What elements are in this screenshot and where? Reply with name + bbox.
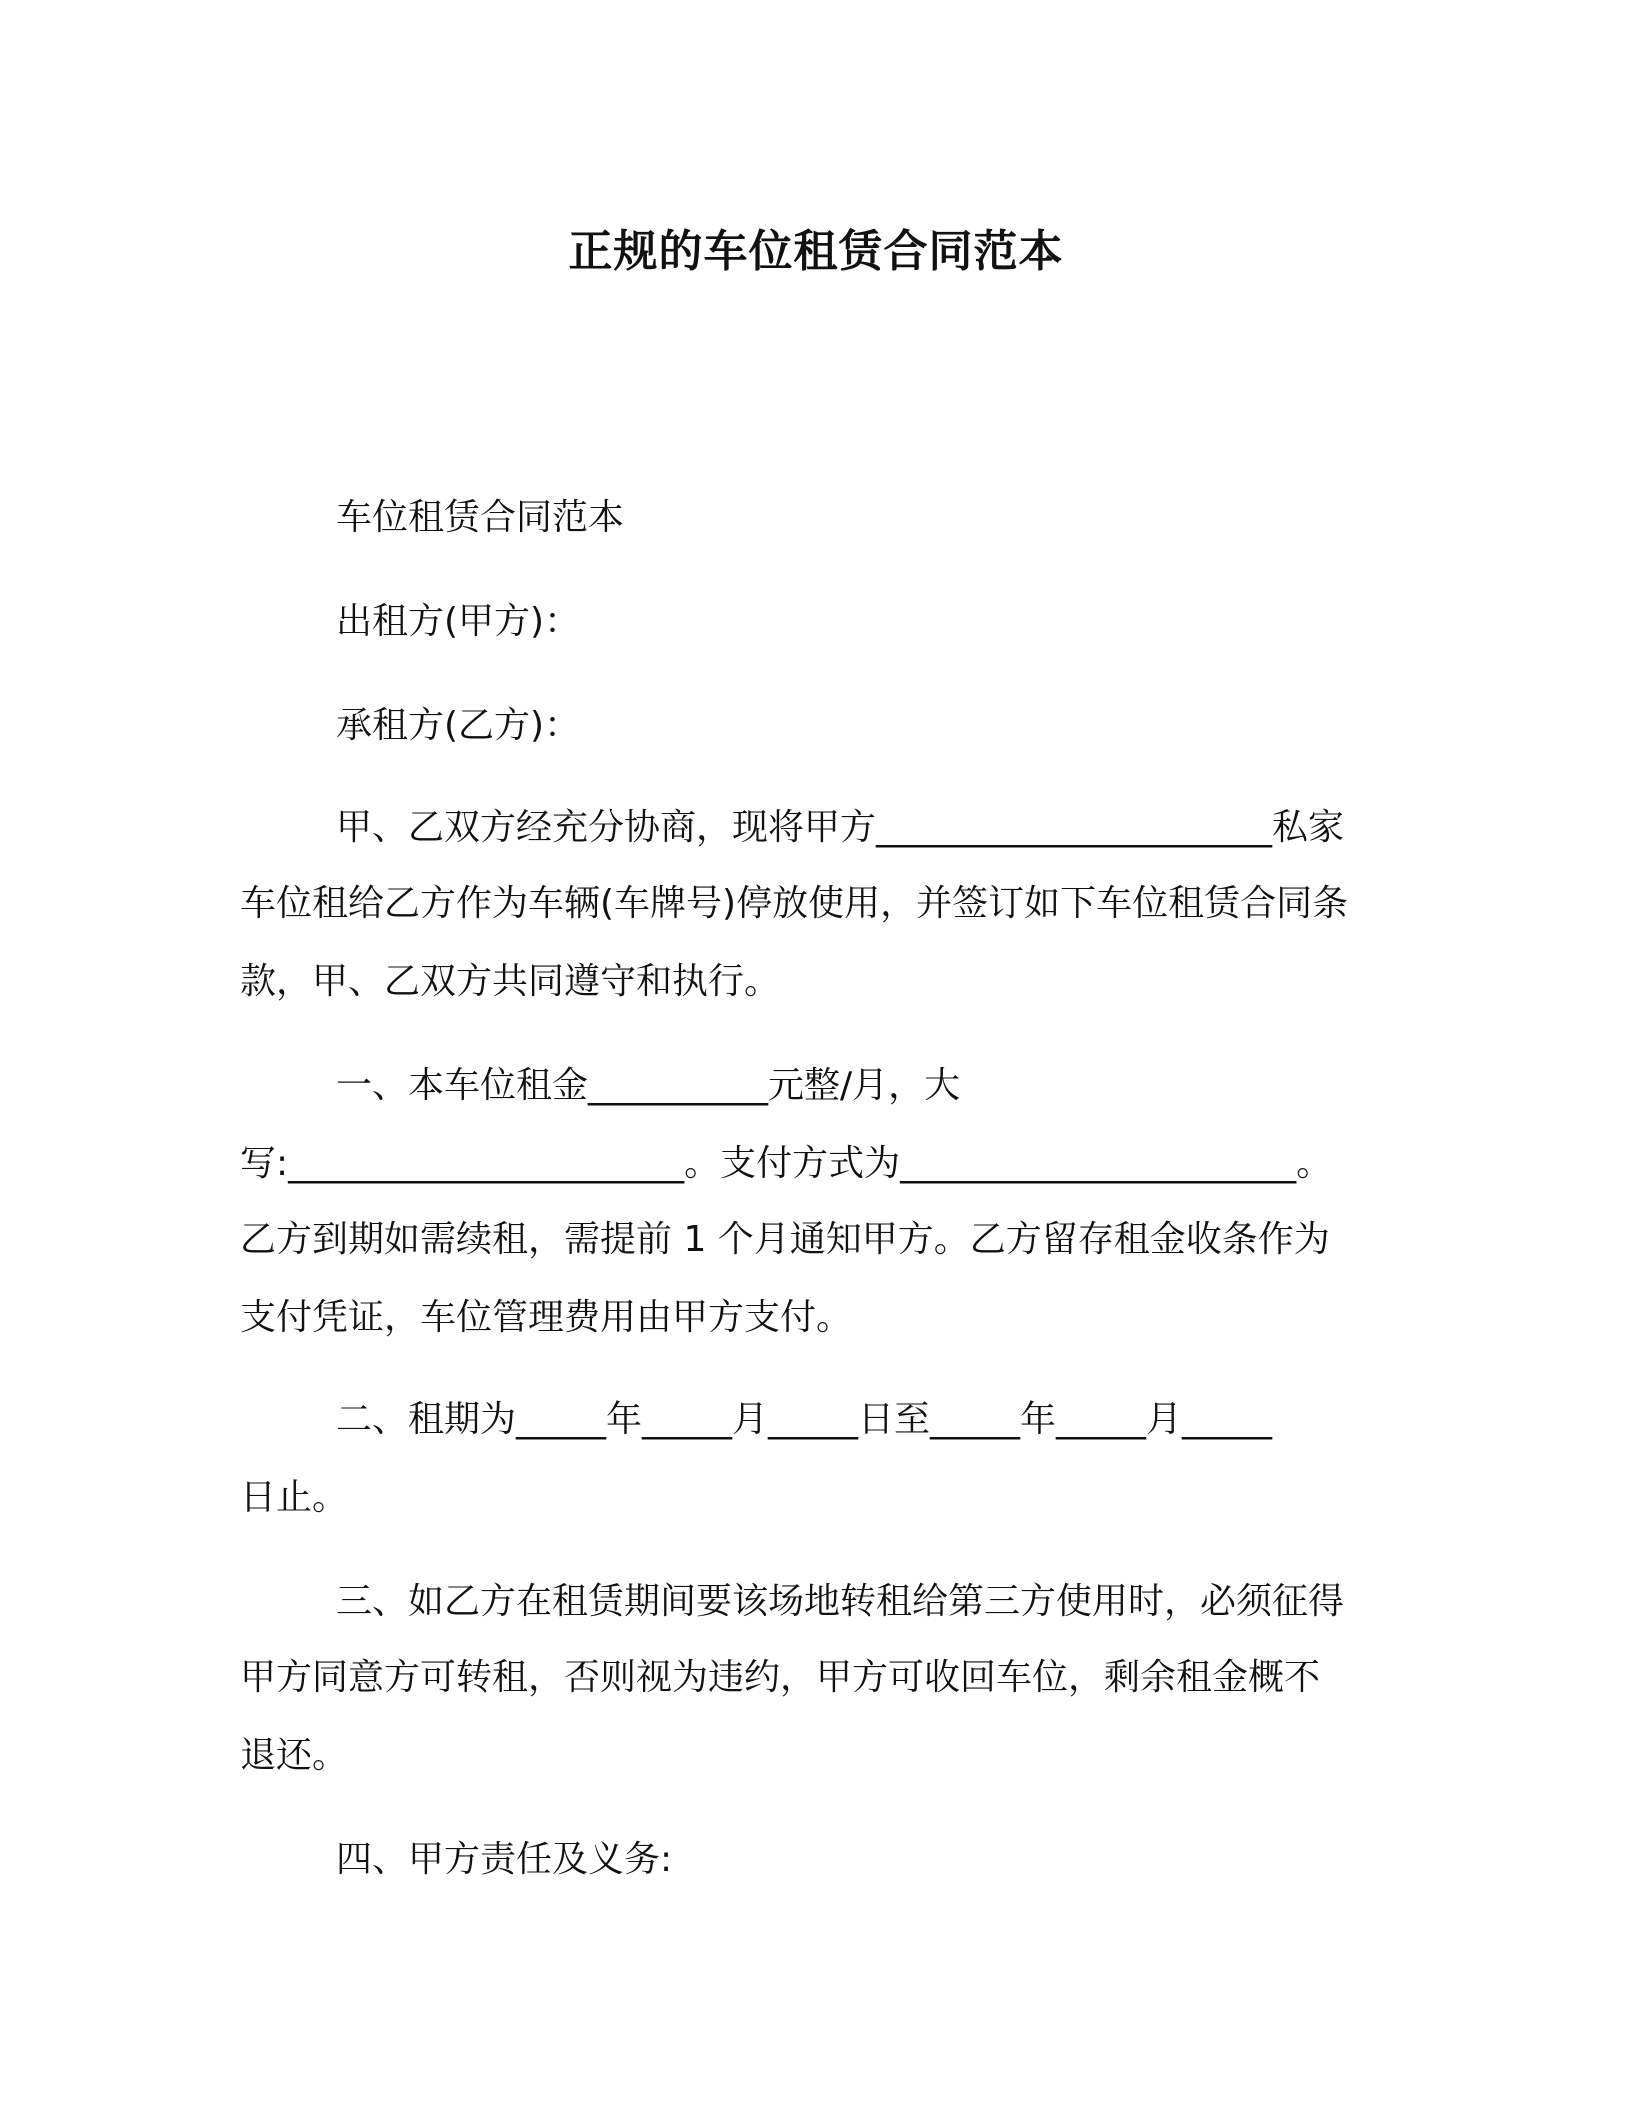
lessee-line: 承租方(乙方)：: [336, 705, 581, 746]
clause1-line-1: 一、本车位租金__________元整/月，大: [336, 1065, 961, 1106]
intro-line-2: 车位租给乙方作为车辆(车牌号)停放使用，并签订如下车位租赁合同条: [240, 883, 1349, 924]
lessor-line: 出租方(甲方)：: [336, 601, 581, 642]
clause3-line-2: 甲方同意方可转租，否则视为违约，甲方可收回车位，剩余租金概不: [240, 1657, 1321, 1698]
clause2-line-2: 日止。: [240, 1477, 349, 1518]
clause3-line-1: 三、如乙方在租赁期间要该场地转租给第三方使用时，必须征得: [336, 1581, 1345, 1622]
intro-line-1: 甲、乙双方经充分协商，现将甲方______________________私家: [336, 807, 1345, 848]
clause1-line-2: 写:______________________。支付方式为______________________。: [240, 1143, 1333, 1184]
subtitle-line: 车位租赁合同范本: [336, 497, 625, 538]
clause3-line-3: 退还。: [240, 1735, 349, 1776]
intro-line-3: 款，甲、乙双方共同遵守和执行。: [240, 961, 781, 1002]
clause1-line-3: 乙方到期如需续租，需提前 1 个月通知甲方。乙方留存租金收条作为: [240, 1219, 1330, 1260]
document-title: 正规的车位租赁合同范本: [568, 226, 1064, 277]
clause4-line-1: 四、甲方责任及义务:: [336, 1839, 673, 1880]
clause2-line-1: 二、租期为_____年_____月_____日至_____年_____月_____: [336, 1399, 1273, 1440]
clause1-line-4: 支付凭证，车位管理费用由甲方支付。: [240, 1297, 853, 1338]
